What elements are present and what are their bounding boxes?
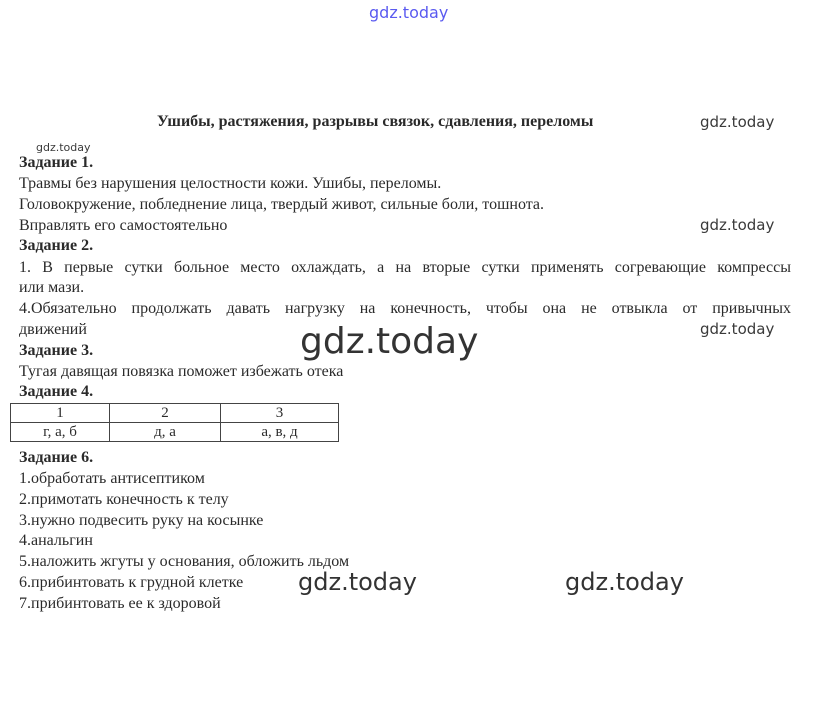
task3-line-1: Тугая давящая повязка поможет избежать отека xyxy=(19,363,344,380)
task3-heading: Задание 3. xyxy=(19,342,94,359)
task1-line-3: Вправлять его самостоятельно xyxy=(19,217,228,234)
task4-heading: Задание 4. xyxy=(19,383,94,400)
answer-table xyxy=(10,403,339,442)
watermark-mid-1: gdz.today xyxy=(298,568,417,596)
task2-line-2: или мази. xyxy=(19,279,85,296)
task6-line-3: 3.нужно подвесить руку на косынке xyxy=(19,512,264,529)
page-title: Ушибы, растяжения, разрывы связок, сдавления, переломы xyxy=(157,113,594,130)
table-header-cell: 2 xyxy=(110,404,221,423)
watermark-side-3: gdz.today xyxy=(700,320,775,338)
task6-line-2: 2.примотать конечность к телу xyxy=(19,491,229,508)
task6-line-1: 1.обработать антисептиком xyxy=(19,470,205,487)
watermark-side-1: gdz.today xyxy=(700,113,775,131)
watermark-tiny: gdz.today xyxy=(36,141,91,154)
table-header-cell: 3 xyxy=(221,404,339,423)
task2-line-3: 4.Обязательно продолжать давать нагрузку на конечность, чтобы она не отвыкла от привычных xyxy=(19,300,791,317)
task1-line-2: Головокружение, побледнение лица, твердый живот, сильные боли, тошнота. xyxy=(19,196,545,213)
task2-line-1: 1. В первые сутки больное место охлаждать, а на вторые сутки применять согревающие компрессы xyxy=(19,259,791,276)
task6-line-7: 7.прибинтовать ее к здоровой xyxy=(19,595,221,612)
task1-heading: Задание 1. xyxy=(19,154,94,171)
task6-line-6: 6.прибинтовать к грудной клетке xyxy=(19,574,244,591)
watermark-side-2: gdz.today xyxy=(700,216,775,234)
task2-line-4: движений xyxy=(19,321,87,338)
table-header-row xyxy=(11,404,339,423)
watermark-mid-2: gdz.today xyxy=(565,568,684,596)
watermark-big: gdz.today xyxy=(300,321,479,362)
table-header-cell: 1 xyxy=(11,404,110,423)
task6-heading: Задание 6. xyxy=(19,449,94,466)
task6-line-4: 4.анальгин xyxy=(19,532,93,549)
task2-heading: Задание 2. xyxy=(19,237,94,254)
table-cell: д, а xyxy=(110,423,221,442)
task6-line-5: 5.наложить жгуты у основания, обложить льдом xyxy=(19,553,350,570)
table-cell: г, а, б xyxy=(11,423,110,442)
task1-line-1: Травмы без нарушения целостности кожи. Ушибы, переломы. xyxy=(19,175,442,192)
table-row xyxy=(11,423,339,442)
table-cell: а, в, д xyxy=(221,423,339,442)
watermark-top: gdz.today xyxy=(369,3,449,22)
